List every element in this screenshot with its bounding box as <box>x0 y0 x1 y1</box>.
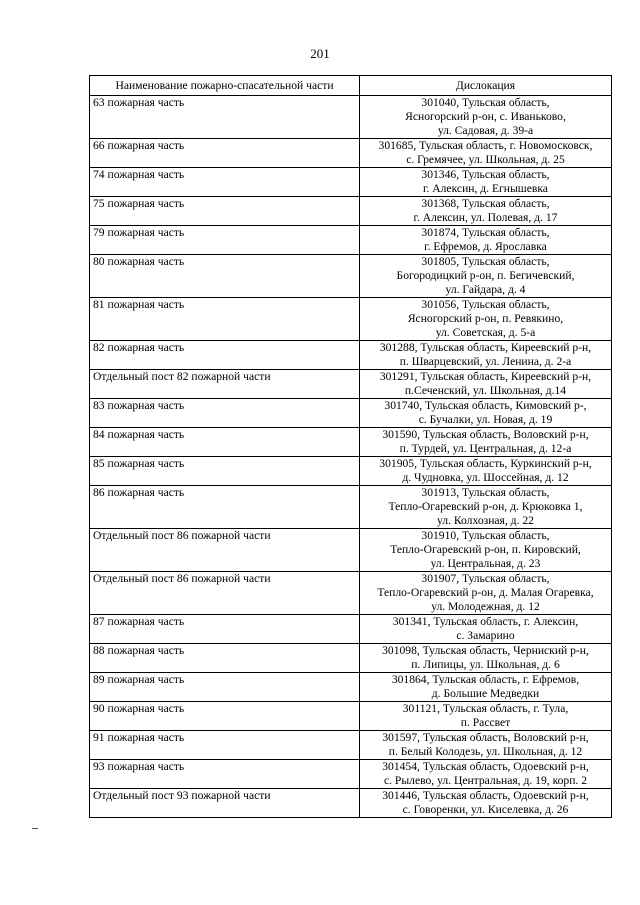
location-line: 301905, Тульская область, Куркинский р-н, <box>379 457 592 470</box>
location-line: д. Большие Медведки <box>431 687 540 700</box>
location-line: ул. Садовая, д. 39-а <box>437 124 534 137</box>
location-line: г. Алексин, ул. Полевая, д. 17 <box>413 211 558 224</box>
location-line: 301098, Тульская область, Черниский р-н, <box>382 644 589 657</box>
station-name-cell: 88 пожарная часть <box>90 644 360 673</box>
station-location-cell <box>360 341 612 370</box>
station-location-cell <box>360 96 612 139</box>
location-line: г. Алексин, д. Егнышевка <box>423 182 548 195</box>
table-row <box>90 529 612 572</box>
station-name-cell: 74 пожарная часть <box>90 168 360 197</box>
location-line: 301907, Тульская область, <box>421 572 550 585</box>
station-location-cell <box>360 731 612 760</box>
station-location-cell <box>360 168 612 197</box>
station-location-cell <box>360 298 612 341</box>
station-name-cell: 66 пожарная часть <box>90 139 360 168</box>
station-location-cell <box>360 457 612 486</box>
location-line: ул. Гайдара, д. 4 <box>445 283 526 296</box>
column-header-location: Дислокация <box>360 76 612 96</box>
station-location-cell <box>360 399 612 428</box>
location-line: 301288, Тульская область, Киреевский р-н, <box>379 341 592 354</box>
table-row <box>90 789 612 818</box>
location-line: с. Говоренки, ул. Киселевка, д. 26 <box>402 803 569 816</box>
table-row <box>90 644 612 673</box>
station-name-cell: 82 пожарная часть <box>90 341 360 370</box>
table-row <box>90 702 612 731</box>
station-location-cell <box>360 139 612 168</box>
station-name-cell: Отдельный пост 93 пожарной части <box>90 789 360 818</box>
station-location-cell <box>360 529 612 572</box>
station-location-cell <box>360 702 612 731</box>
location-line: 301913, Тульская область, <box>421 486 550 499</box>
table-row <box>90 139 612 168</box>
location-line: 301346, Тульская область, <box>421 168 550 181</box>
location-line: п.Сеченский, ул. Школьная, д.14 <box>404 384 567 397</box>
location-line: 301910, Тульская область, <box>421 529 550 542</box>
station-location-cell <box>360 644 612 673</box>
station-name-cell: Отдельный пост 82 пожарной части <box>90 370 360 399</box>
table-row <box>90 615 612 644</box>
table-row <box>90 96 612 139</box>
station-name-cell: Отдельный пост 86 пожарной части <box>90 572 360 615</box>
station-name-cell: 84 пожарная часть <box>90 428 360 457</box>
table-row <box>90 673 612 702</box>
station-name-cell: 89 пожарная часть <box>90 673 360 702</box>
station-location-cell <box>360 370 612 399</box>
table-row <box>90 226 612 255</box>
station-location-cell <box>360 789 612 818</box>
station-name-cell: 81 пожарная часть <box>90 298 360 341</box>
column-header-name: Наименование пожарно-спасательной части <box>90 76 360 96</box>
location-line: 301864, Тульская область, г. Ефремов, <box>391 673 580 686</box>
location-line: с. Замарино <box>456 629 515 642</box>
station-name-cell: 63 пожарная часть <box>90 96 360 139</box>
location-line: с. Бучалки, ул. Новая, д. 19 <box>418 413 553 426</box>
location-line: Богородицкий р-он, п. Бегичевский, <box>396 269 575 282</box>
station-location-cell <box>360 255 612 298</box>
location-line: п. Рассвет <box>460 716 511 729</box>
station-location-cell <box>360 760 612 789</box>
station-name-cell: 80 пожарная часть <box>90 255 360 298</box>
location-line: п. Белый Колодезь, ул. Школьная, д. 12 <box>388 745 583 758</box>
location-line: ул. Молодежная, д. 12 <box>431 600 540 613</box>
location-line: д. Чудновка, ул. Шоссейная, д. 12 <box>402 471 569 484</box>
station-name-cell: 93 пожарная часть <box>90 760 360 789</box>
table-row <box>90 370 612 399</box>
table-row <box>90 457 612 486</box>
station-location-cell <box>360 226 612 255</box>
location-line: ул. Советская, д. 5-а <box>435 326 536 339</box>
fire-stations-table <box>89 75 612 818</box>
location-line: 301291, Тульская область, Киреевский р-н, <box>379 370 592 383</box>
page-number: 201 <box>310 46 330 61</box>
location-line: с. Гремячее, ул. Школьная, д. 25 <box>406 153 565 166</box>
location-line: Ясногорский р-он, с. Иваньково, <box>405 110 566 123</box>
table-row <box>90 486 612 529</box>
table-row <box>90 399 612 428</box>
table-header-row <box>90 76 612 96</box>
location-line: п. Шварцевский, ул. Ленина, д. 2-а <box>399 355 572 368</box>
table-row <box>90 168 612 197</box>
station-name-cell: 91 пожарная часть <box>90 731 360 760</box>
location-line: 301368, Тульская область, <box>421 197 550 210</box>
location-line: 301454, Тульская область, Одоевский р-н, <box>382 760 589 773</box>
station-location-cell <box>360 673 612 702</box>
margin-mark <box>32 828 38 829</box>
location-line: 301121, Тульская область, г. Тула, <box>402 702 569 715</box>
station-location-cell <box>360 197 612 226</box>
location-line: ул. Колхозная, д. 22 <box>437 514 534 527</box>
station-name-cell: 79 пожарная часть <box>90 226 360 255</box>
location-line: п. Липицы, ул. Школьная, д. 6 <box>411 658 560 671</box>
location-line: 301740, Тульская область, Кимовский р-, <box>384 399 587 412</box>
table-row <box>90 255 612 298</box>
location-line: Тепло-Огаревский р-он, д. Крюковка 1, <box>388 500 583 513</box>
station-name-cell: 87 пожарная часть <box>90 615 360 644</box>
station-name-cell: Отдельный пост 86 пожарной части <box>90 529 360 572</box>
location-line: с. Рылево, ул. Центральная, д. 19, корп. 2 <box>383 774 588 787</box>
station-name-cell: 83 пожарная часть <box>90 399 360 428</box>
location-line: Ясногорский р-он, п. Ревякино, <box>407 312 564 325</box>
table-row <box>90 341 612 370</box>
station-location-cell <box>360 615 612 644</box>
location-line: 301874, Тульская область, <box>421 226 550 239</box>
table-row <box>90 197 612 226</box>
table-row <box>90 760 612 789</box>
table-row <box>90 298 612 341</box>
location-line: 301446, Тульская область, Одоевский р-н, <box>382 789 589 802</box>
location-line: ул. Центральная, д. 23 <box>430 557 541 570</box>
location-line: 301590, Тульская область, Воловский р-н, <box>382 428 589 441</box>
station-name-cell: 86 пожарная часть <box>90 486 360 529</box>
location-line: п. Турдей, ул. Центральная, д. 12-а <box>399 442 572 455</box>
location-line: 301685, Тульская область, г. Новомосковск, <box>378 139 593 152</box>
table-row <box>90 428 612 457</box>
location-line: 301805, Тульская область, <box>421 255 550 268</box>
location-line: Тепло-Огаревский р-он, п. Кировский, <box>390 543 581 556</box>
location-line: 301341, Тульская область, г. Алексин, <box>392 615 579 628</box>
location-line: 301597, Тульская область, Воловский р-н, <box>382 731 589 744</box>
station-name-cell: 85 пожарная часть <box>90 457 360 486</box>
location-line: 301040, Тульская область, <box>421 96 550 109</box>
station-name-cell: 75 пожарная часть <box>90 197 360 226</box>
station-location-cell <box>360 428 612 457</box>
location-line: г. Ефремов, д. Ярославка <box>424 240 547 253</box>
table-row <box>90 731 612 760</box>
table-row <box>90 572 612 615</box>
location-line: 301056, Тульская область, <box>421 298 550 311</box>
station-name-cell: 90 пожарная часть <box>90 702 360 731</box>
station-location-cell <box>360 572 612 615</box>
location-line: Тепло-Огаревский р-он, д. Малая Огаревка, <box>377 586 594 599</box>
station-location-cell <box>360 486 612 529</box>
